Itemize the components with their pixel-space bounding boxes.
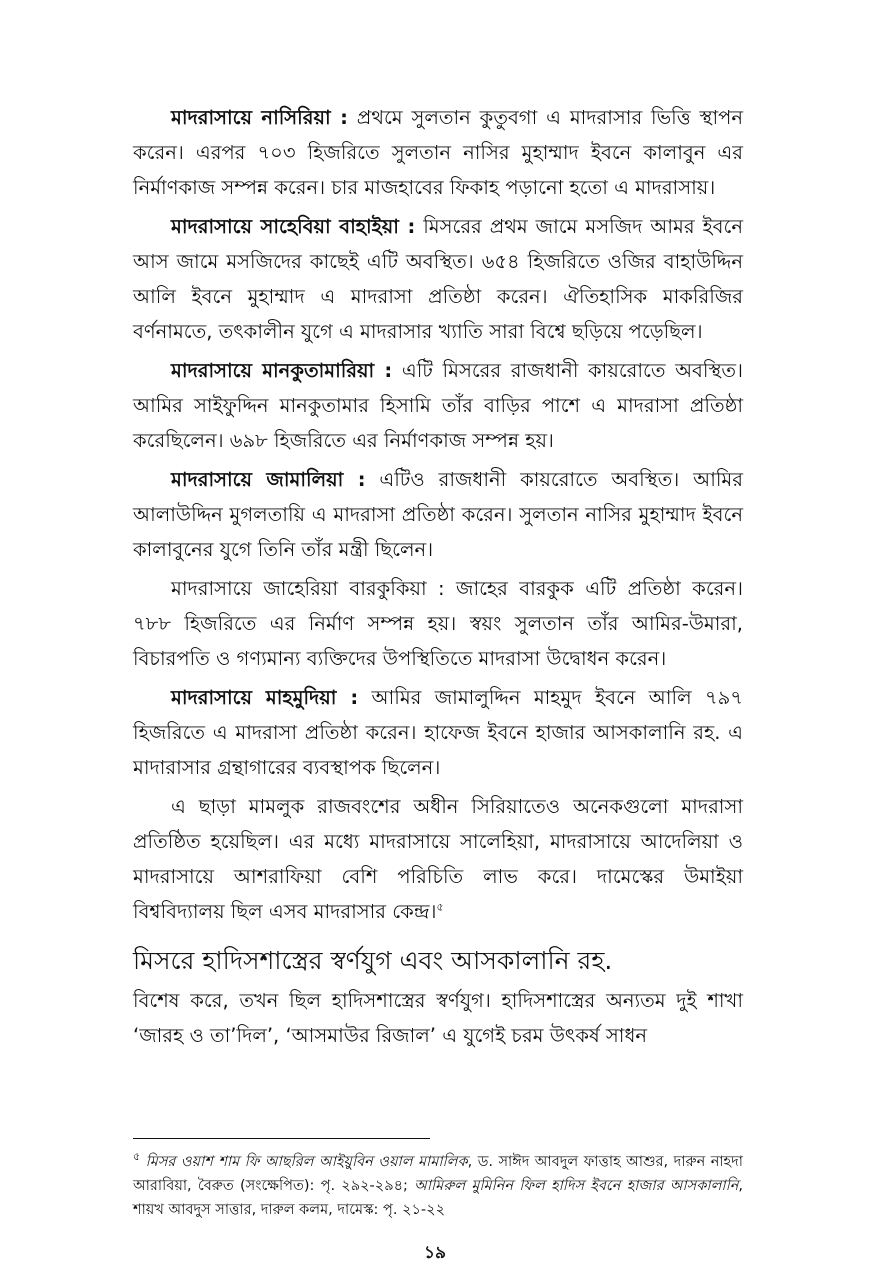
main-text xyxy=(133,100,743,1057)
paragraph-term: মাদরাসায়ে সাহেবিয়া বাহাইয়া : xyxy=(171,215,416,238)
section-heading: মিসরে হাদিসশাস্ত্রের স্বর্ণযুগ এবং আসকালানি রহ. xyxy=(133,946,613,975)
footnote xyxy=(133,1150,743,1222)
paragraph-text: মিসরের প্রথম জামে মসজিদ আমর ইবনে আস জামে মসজিদের কাছেই এটি অবস্থিত। ৬৫৪ হিজরিতে ওজির বাহাউদ্দিন আলি ইবনে মুহাম্মাদ এ মাদরাসা প্রতিষ্ঠা করেন। ঐতিহাসিক মাকরিজির বর্ণনামতে, তৎকালীন যুগে এ মাদরাসার খ্যাতি সারা বিশ্বে ছড়িয়ে পড়েছিল। xyxy=(133,215,744,343)
paragraph-jaheriya xyxy=(133,571,743,676)
footnote-text-2: , শায়খ আবদুস সাত্তার, দারুল কলম, দামেস্ক: পৃ. ২১-২২ xyxy=(133,1178,744,1218)
paragraph-text: এটি মিসরের রাজধানী কায়রোতে অবস্থিত। আমির সাইফুদ্দিন মানকুতামার হিসামি তাঁর বাড়ির পাশে এ মাদরাসা প্রতিষ্ঠা করেছিলেন। ৬৯৮ হিজরিতে এর নির্মাণকাজ সম্পন্ন হয়। xyxy=(133,359,743,452)
footnote-title-1: মিসর ওয়াশ শাম ফি আছরিল আইয়ুবিন ওয়াল মামালিক xyxy=(145,1154,468,1170)
page-number: ১৯ xyxy=(423,1243,447,1263)
paragraph-mahmudiya xyxy=(133,680,743,785)
paragraph-text: আমির জামালুদ্দিন মাহমুদ ইবনে আলি ৭৯৭ হিজরিতে এ মাদরাসা প্রতিষ্ঠা করেন। হাফেজ ইবনে হাজার আসকালানি রহ. এ মাদারাসার গ্রন্থাগারের ব্যবস্থাপক ছিলেন। xyxy=(133,686,743,779)
paragraph-sahebiya xyxy=(133,209,743,349)
paragraph-nasiriya xyxy=(133,100,743,205)
heading-paragraph: বিশেষ করে, তখন ছিল হাদিসশাস্ত্রের স্বর্ণযুগ। হাদিসশাস্ত্রের অন্যতম দুই শাখা ‘জারহ ও তা’দিল’, ‘আসমাউর রিজাল’ এ যুগেই চরম উৎকর্ষ সাধন xyxy=(133,989,743,1047)
footnote-number: ৫ xyxy=(133,1150,141,1164)
footnote-divider xyxy=(133,1138,430,1139)
paragraph-term: মাদরাসায়ে জামালিয়া : xyxy=(171,468,366,491)
paragraph-mankutamariya xyxy=(133,353,743,458)
paragraph-term: মাদরাসায়ে মাহমুদিয়া : xyxy=(171,686,359,709)
paragraph-text: এটিও রাজধানী কায়রোতে অবস্থিত। আমির আলাউদ্দিন মুগলতায়ি এ মাদরাসা প্রতিষ্ঠা করেন। সুলতান নাসির মুহাম্মাদ ইবনে কালাবুনের যুগে তিনি তাঁর মন্ত্রী ছিলেন। xyxy=(133,468,743,561)
paragraph-text: মাদরাসায়ে জাহেরিয়া বারকুকিয়া : জাহের বারকুক এটি প্রতিষ্ঠা করেন। ৭৮৮ হিজরিতে এর নির্মাণ সম্পন্ন হয়। স্বয়ং সুলতান তাঁর আমির-উমারা, বিচারপতি ও গণ্যমান্য ব্যক্তিদের উপস্থিতিতে মাদরাসা উদ্বোধন করেন। xyxy=(133,577,743,670)
paragraph-syria xyxy=(133,789,743,929)
footnote-title-2: আমিরুল মুমিনিন ফিল হাদিস ইবনে হাজার আসকালানি xyxy=(407,1178,739,1194)
footnote-ref[interactable]: ৫ xyxy=(436,900,444,914)
paragraph-text: প্রথমে সুলতান কুতুবগা এ মাদরাসার ভিত্তি স্থাপন করেন। এরপর ৭০৩ হিজরিতে সুলতান নাসির মুহাম্মাদ ইবনে কালাবুন এর নির্মাণকাজ সম্পন্ন করেন। চার মাজহাবের ফিকাহ পড়ানো হতো এ মাদরাসায়। xyxy=(133,106,743,199)
paragraph-term: মাদরাসায়ে মানকুতামারিয়া : xyxy=(171,359,393,382)
paragraph-jamaliya xyxy=(133,462,743,567)
paragraph-term: মাদরাসায়ে নাসিরিয়া : xyxy=(171,106,348,129)
paragraph-text: এ ছাড়া মামলুক রাজবংশের অধীন সিরিয়াতেও অনেকগুলো মাদরাসা প্রতিষ্ঠিত হয়েছিল। এর মধ্যে মাদরাসায়ে সালেহিয়া, মাদরাসায়ে আদেলিয়া ও মাদরাসায়ে আশরাফিয়া বেশি পরিচিতি লাভ করে। দামেস্কের উমাইয়া বিশ্ববিদ্যালয় ছিল এসব মাদরাসার কেন্দ্র। xyxy=(133,795,743,923)
footnote-text-1: , ড. সাঈদ আবদুল ফাত্তাহ আশুর, দারুন নাহদা আরাবিয়া, বৈরুত (সংক্ষেপিত): পৃ. ২৯২-২৯৪; xyxy=(133,1154,743,1194)
